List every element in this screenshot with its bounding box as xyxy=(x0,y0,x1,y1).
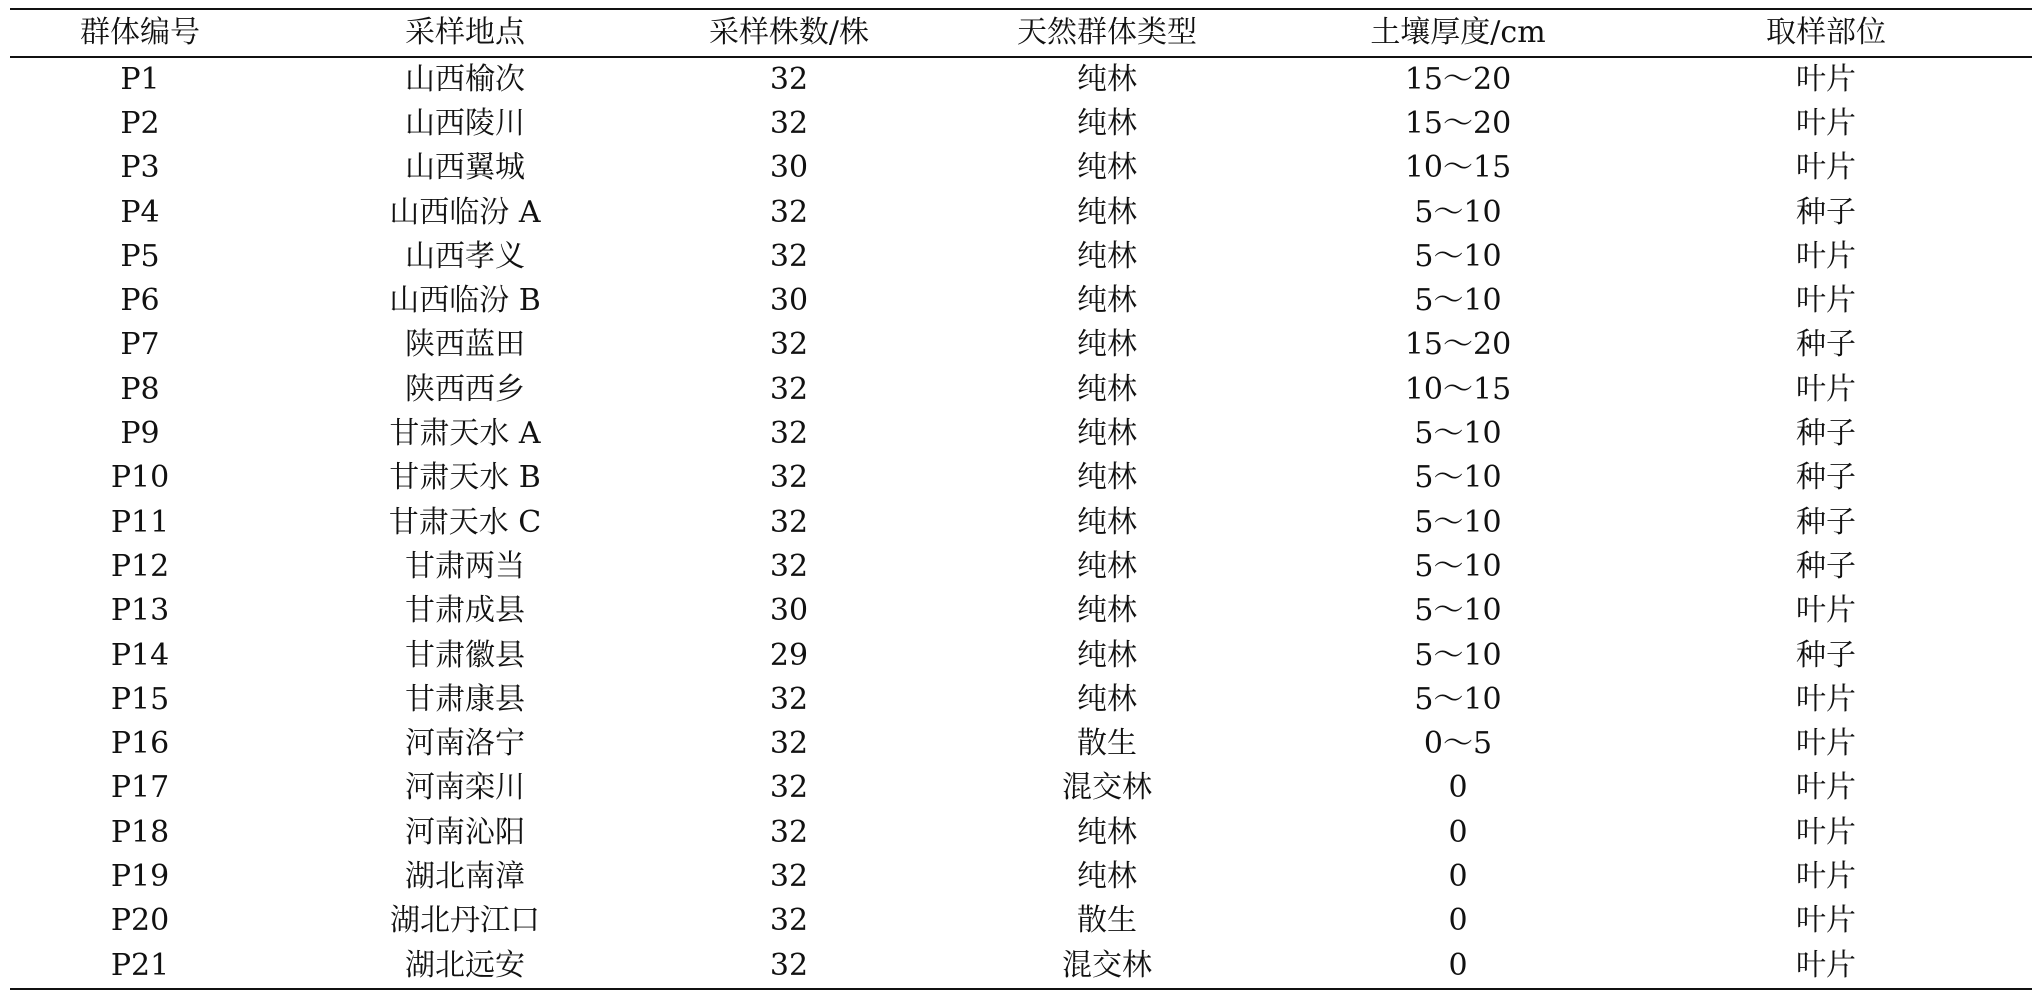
cell-sampled-part: 叶片 xyxy=(1796,238,1856,274)
cell-sampling-site: 甘肃徽县 xyxy=(405,637,525,673)
cell-sample-count: 32 xyxy=(769,61,809,97)
cell-population-type: 纯林 xyxy=(1077,61,1137,97)
table-row xyxy=(10,589,2032,633)
table-row xyxy=(10,146,2032,190)
table-row xyxy=(10,368,2032,412)
cell-soil-thickness: 15～20 xyxy=(1404,105,1512,141)
cell-population-type: 纯林 xyxy=(1077,150,1137,186)
cell-population-id: P13 xyxy=(110,593,170,629)
cell-population-type: 纯林 xyxy=(1077,238,1137,274)
table-row xyxy=(10,456,2032,500)
table-row xyxy=(10,279,2032,323)
table-row xyxy=(10,323,2032,367)
cell-sampled-part: 叶片 xyxy=(1796,903,1856,939)
cell-sampled-part: 种子 xyxy=(1796,504,1856,540)
cell-sampled-part: 叶片 xyxy=(1796,858,1856,894)
cell-sampled-part: 叶片 xyxy=(1796,681,1856,717)
cell-sampling-site: 甘肃天水 B xyxy=(389,460,541,496)
table-row xyxy=(10,102,2032,146)
cell-population-id: P4 xyxy=(120,194,160,230)
table-row xyxy=(10,412,2032,456)
cell-sampled-part: 种子 xyxy=(1796,637,1856,673)
cell-sampling-site: 山西榆次 xyxy=(405,61,525,97)
cell-sampled-part: 种子 xyxy=(1796,460,1856,496)
cell-population-type: 纯林 xyxy=(1077,637,1137,673)
cell-population-type: 纯林 xyxy=(1077,593,1137,629)
cell-population-id: P11 xyxy=(110,504,170,540)
cell-sampled-part: 叶片 xyxy=(1796,593,1856,629)
table-row xyxy=(10,500,2032,544)
cell-soil-thickness: 5～10 xyxy=(1414,283,1502,319)
cell-sample-count: 32 xyxy=(769,504,809,540)
table-row xyxy=(10,235,2032,279)
cell-soil-thickness: 15～20 xyxy=(1404,327,1512,363)
table-row xyxy=(10,811,2032,855)
cell-soil-thickness: 0 xyxy=(1448,814,1468,850)
cell-sampling-site: 河南栾川 xyxy=(405,770,525,806)
cell-soil-thickness: 0 xyxy=(1448,770,1468,806)
table-row xyxy=(10,678,2032,722)
bottom-rule xyxy=(10,988,2032,990)
cell-population-id: P5 xyxy=(120,238,160,274)
cell-population-type: 纯林 xyxy=(1077,504,1137,540)
cell-population-type: 散生 xyxy=(1077,726,1137,762)
table-row xyxy=(10,58,2032,102)
cell-population-id: P16 xyxy=(110,726,170,762)
cell-sample-count: 32 xyxy=(769,460,809,496)
cell-population-type: 纯林 xyxy=(1077,371,1137,407)
cell-population-id: P9 xyxy=(120,416,160,452)
cell-population-id: P17 xyxy=(110,770,170,806)
header-sampled-part: 取样部位 xyxy=(1766,15,1886,50)
cell-sampling-site: 甘肃康县 xyxy=(405,681,525,717)
cell-sampled-part: 叶片 xyxy=(1796,150,1856,186)
cell-population-type: 纯林 xyxy=(1077,105,1137,141)
table-body xyxy=(10,58,2032,988)
cell-sampling-site: 河南洛宁 xyxy=(405,726,525,762)
cell-sampled-part: 叶片 xyxy=(1796,726,1856,762)
cell-population-id: P14 xyxy=(110,637,170,673)
cell-sampling-site: 山西陵川 xyxy=(405,105,525,141)
cell-sample-count: 32 xyxy=(769,105,809,141)
header-sample-count: 采样株数/株 xyxy=(708,15,870,50)
cell-sampling-site: 湖北远安 xyxy=(405,947,525,983)
cell-population-type: 纯林 xyxy=(1077,460,1137,496)
cell-population-id: P15 xyxy=(110,681,170,717)
cell-sampling-site: 山西翼城 xyxy=(405,150,525,186)
table-header-row xyxy=(10,10,2032,56)
cell-sampled-part: 叶片 xyxy=(1796,283,1856,319)
cell-soil-thickness: 5～10 xyxy=(1414,637,1502,673)
table-row xyxy=(10,190,2032,234)
cell-sample-count: 32 xyxy=(769,903,809,939)
table-row xyxy=(10,855,2032,899)
cell-sampling-site: 陕西西乡 xyxy=(405,371,525,407)
cell-population-id: P3 xyxy=(120,150,160,186)
cell-population-type: 混交林 xyxy=(1062,947,1152,983)
cell-soil-thickness: 5～10 xyxy=(1414,460,1502,496)
cell-soil-thickness: 10～15 xyxy=(1404,150,1512,186)
cell-sample-count: 32 xyxy=(769,681,809,717)
cell-population-type: 纯林 xyxy=(1077,194,1137,230)
cell-soil-thickness: 0 xyxy=(1448,858,1468,894)
cell-population-type: 散生 xyxy=(1077,903,1137,939)
cell-sample-count: 30 xyxy=(769,150,809,186)
header-soil-thickness: 土壤厚度/cm xyxy=(1370,15,1546,50)
cell-population-type: 纯林 xyxy=(1077,327,1137,363)
cell-sampled-part: 种子 xyxy=(1796,194,1856,230)
cell-population-id: P6 xyxy=(120,283,160,319)
cell-sampling-site: 山西临汾 A xyxy=(389,194,541,230)
cell-sampling-site: 湖北丹江口 xyxy=(390,903,540,939)
cell-sampling-site: 湖北南漳 xyxy=(405,858,525,894)
cell-sample-count: 32 xyxy=(769,858,809,894)
cell-population-id: P20 xyxy=(110,903,170,939)
cell-sample-count: 32 xyxy=(769,814,809,850)
header-population-type: 天然群体类型 xyxy=(1017,15,1197,50)
cell-sampled-part: 叶片 xyxy=(1796,770,1856,806)
cell-soil-thickness: 0 xyxy=(1448,947,1468,983)
cell-soil-thickness: 5～10 xyxy=(1414,681,1502,717)
table-row xyxy=(10,545,2032,589)
cell-sampling-site: 山西孝义 xyxy=(405,238,525,274)
cell-sampling-site: 陕西蓝田 xyxy=(405,327,525,363)
cell-sampled-part: 叶片 xyxy=(1796,371,1856,407)
cell-population-id: P21 xyxy=(110,947,170,983)
cell-population-type: 纯林 xyxy=(1077,416,1137,452)
cell-soil-thickness: 5～10 xyxy=(1414,593,1502,629)
header-sampling-site: 采样地点 xyxy=(405,15,525,50)
cell-sampled-part: 叶片 xyxy=(1796,105,1856,141)
cell-sample-count: 32 xyxy=(769,238,809,274)
cell-sampled-part: 种子 xyxy=(1796,327,1856,363)
cell-population-type: 混交林 xyxy=(1062,770,1152,806)
cell-soil-thickness: 5～10 xyxy=(1414,504,1502,540)
cell-population-type: 纯林 xyxy=(1077,681,1137,717)
cell-population-id: P2 xyxy=(120,105,160,141)
cell-sampled-part: 叶片 xyxy=(1796,814,1856,850)
table-row xyxy=(10,899,2032,943)
cell-population-id: P8 xyxy=(120,371,160,407)
cell-sampling-site: 甘肃天水 A xyxy=(389,416,541,452)
cell-sample-count: 32 xyxy=(769,947,809,983)
cell-soil-thickness: 5～10 xyxy=(1414,238,1502,274)
cell-soil-thickness: 5～10 xyxy=(1414,194,1502,230)
data-table xyxy=(10,8,2032,990)
cell-population-type: 纯林 xyxy=(1077,814,1137,850)
cell-soil-thickness: 0～5 xyxy=(1423,726,1493,762)
table-row xyxy=(10,766,2032,810)
cell-soil-thickness: 5～10 xyxy=(1414,548,1502,584)
cell-sampling-site: 甘肃天水 C xyxy=(388,504,542,540)
cell-population-id: P7 xyxy=(120,327,160,363)
cell-population-id: P10 xyxy=(110,460,170,496)
cell-sample-count: 29 xyxy=(769,637,809,673)
cell-sampling-site: 河南沁阳 xyxy=(405,814,525,850)
cell-sample-count: 32 xyxy=(769,548,809,584)
table-row xyxy=(10,633,2032,677)
cell-sample-count: 32 xyxy=(769,327,809,363)
cell-sample-count: 30 xyxy=(769,283,809,319)
cell-population-type: 纯林 xyxy=(1077,283,1137,319)
cell-population-type: 纯林 xyxy=(1077,858,1137,894)
cell-sampling-site: 甘肃两当 xyxy=(405,548,525,584)
cell-sampled-part: 种子 xyxy=(1796,416,1856,452)
cell-sampled-part: 叶片 xyxy=(1796,947,1856,983)
table-row xyxy=(10,722,2032,766)
cell-population-id: P12 xyxy=(110,548,170,584)
cell-sample-count: 32 xyxy=(769,770,809,806)
cell-sample-count: 32 xyxy=(769,726,809,762)
cell-sampling-site: 甘肃成县 xyxy=(405,593,525,629)
cell-sampled-part: 种子 xyxy=(1796,548,1856,584)
cell-population-id: P19 xyxy=(110,858,170,894)
cell-soil-thickness: 5～10 xyxy=(1414,416,1502,452)
cell-soil-thickness: 10～15 xyxy=(1404,371,1512,407)
cell-population-type: 纯林 xyxy=(1077,548,1137,584)
cell-population-id: P18 xyxy=(110,814,170,850)
cell-sample-count: 32 xyxy=(769,416,809,452)
cell-soil-thickness: 15～20 xyxy=(1404,61,1512,97)
cell-sample-count: 32 xyxy=(769,194,809,230)
cell-soil-thickness: 0 xyxy=(1448,903,1468,939)
cell-sampled-part: 叶片 xyxy=(1796,61,1856,97)
cell-population-id: P1 xyxy=(120,61,160,97)
header-population-id: 群体编号 xyxy=(80,15,200,50)
cell-sampling-site: 山西临汾 B xyxy=(389,283,541,319)
cell-sample-count: 30 xyxy=(769,593,809,629)
cell-sample-count: 32 xyxy=(769,371,809,407)
table-row xyxy=(10,943,2032,987)
